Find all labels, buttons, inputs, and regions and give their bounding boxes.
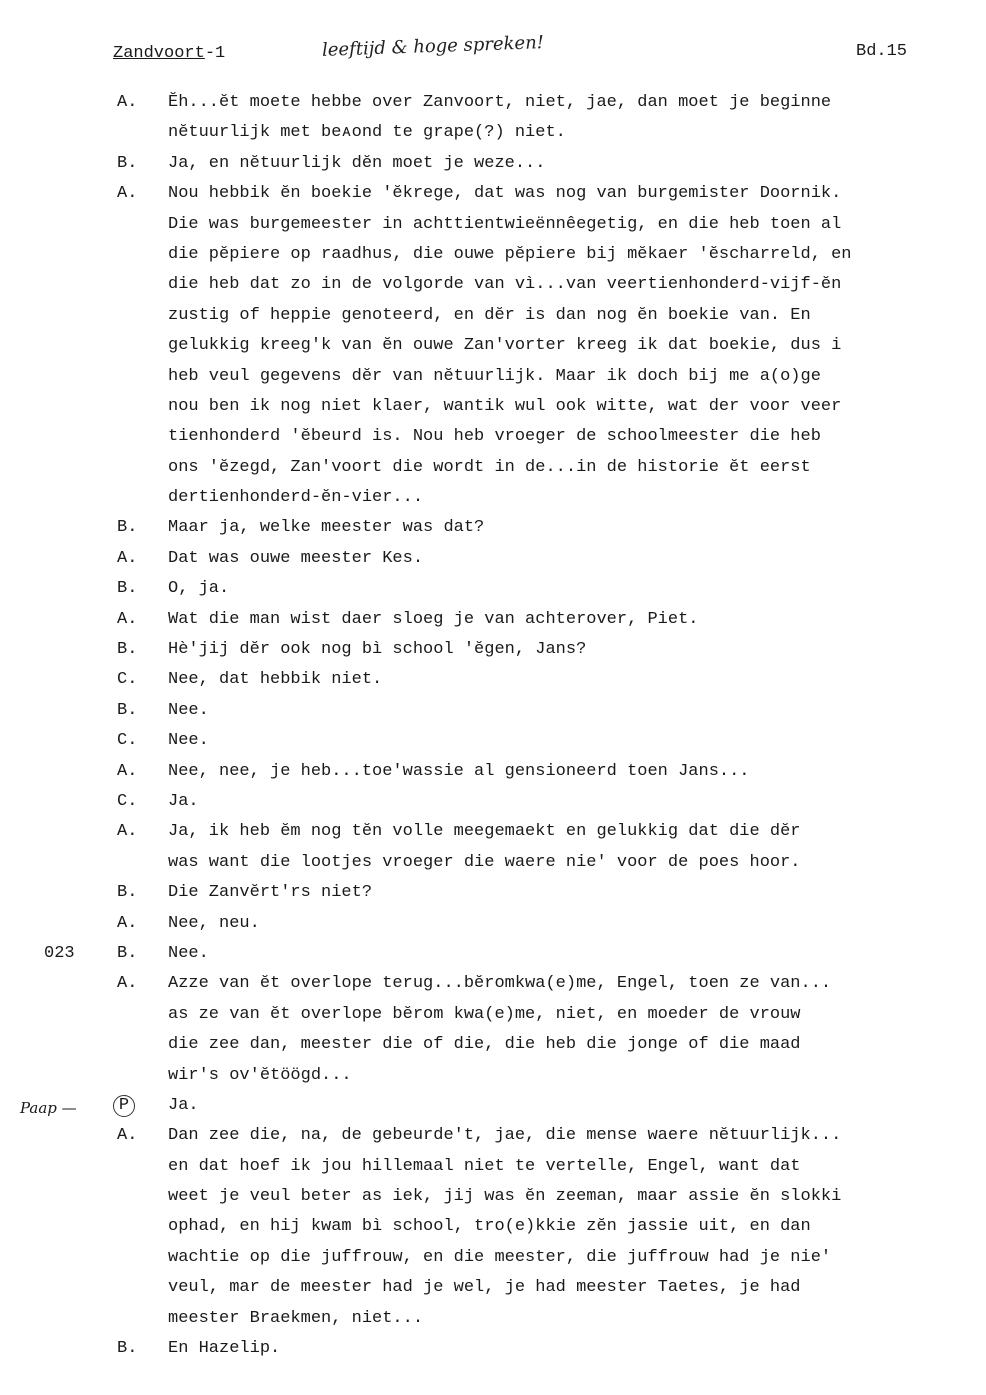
transcript-turn (0, 665, 986, 695)
transcript-line (0, 696, 986, 726)
speaker-label: C. (117, 731, 138, 751)
transcript-turn (0, 574, 986, 604)
speaker-label: A. (117, 1126, 138, 1146)
line-text: Nee. (168, 943, 209, 963)
transcript-line (0, 331, 986, 361)
speaker-label: B. (117, 943, 138, 963)
transcript-turn (0, 757, 986, 787)
transcript-line (0, 817, 986, 847)
line-text: meester Braekmen, niet... (168, 1308, 424, 1328)
line-text: Wat die man wist daer sloeg je van achterover, Piet. (168, 609, 699, 629)
transcript-line (0, 757, 986, 787)
line-text: Ja. (168, 791, 199, 811)
transcript-line (0, 848, 986, 878)
transcript-turn (0, 1121, 986, 1334)
line-text: Nee, neu. (168, 913, 260, 933)
speaker-label: A. (117, 822, 138, 842)
line-text: O, ja. (168, 579, 230, 599)
transcript-line (0, 210, 986, 240)
line-text: wir's ov'ĕtöögd... (168, 1065, 352, 1085)
line-text: Nee, nee, je heb...toe'wassie al gensioneerd toen Jans... (168, 761, 750, 781)
margin-counter: 023 (44, 943, 75, 963)
line-text: en dat hoef ik jou hillemaal niet te vertelle, Engel, want dat (168, 1156, 801, 1176)
transcript-turn (0, 513, 986, 543)
line-text: die zee dan, meester die of die, die heb die jonge of die maad (168, 1035, 801, 1055)
line-text: Dat was ouwe meester Kes. (168, 548, 424, 568)
transcript-turn (0, 878, 986, 908)
speaker-label: B. (117, 518, 138, 538)
line-text: Maar ja, welke meester was dat? (168, 518, 485, 538)
transcript-line (0, 149, 986, 179)
transcript-line (0, 422, 986, 452)
transcript-turn (0, 179, 986, 513)
transcript-turn (0, 939, 986, 969)
transcript-line (0, 1304, 986, 1334)
transcript-turn (0, 726, 986, 756)
line-text: heb veul gegevens dĕr van nĕtuurlijk. Maar ik doch bij me a(o)ge (168, 366, 821, 386)
line-text: Ja. (168, 1095, 199, 1115)
transcript-turn (0, 817, 986, 878)
line-text: Nee. (168, 700, 209, 720)
line-text: tienhonderd 'ĕbeurd is. Nou heb vroeger de schoolmeester die heb (168, 427, 821, 447)
speaker-label: B. (117, 700, 138, 720)
transcript-line (0, 939, 986, 969)
transcript-line (0, 240, 986, 270)
line-text: dertienhonderd-ĕn-vier... (168, 488, 424, 508)
document-title (113, 44, 225, 63)
speaker-label: A. (117, 184, 138, 204)
transcript-turn (0, 88, 986, 149)
transcript-line (0, 665, 986, 695)
transcript-line (0, 1030, 986, 1060)
transcript-line (0, 1182, 986, 1212)
transcript-turn (0, 969, 986, 1091)
transcript-line (0, 1000, 986, 1030)
line-text: Ja, ik heb ĕm nog tĕn volle meegemaekt en gelukkig dat die dĕr (168, 822, 801, 842)
line-text: Ja, en nĕtuurlijk dĕn moet je weze... (168, 153, 546, 173)
speaker-label: B. (117, 883, 138, 903)
transcript-line (0, 118, 986, 148)
transcript-line (0, 1152, 986, 1182)
line-text: Die was burgemeester in achttientwieënnêegetig, en die heb toen al (168, 214, 842, 234)
transcript-line (0, 483, 986, 513)
speaker-label (117, 1091, 135, 1121)
speaker-label: B. (117, 640, 138, 660)
line-text: die heb dat zo in de volgorde van vì...van veertienhonderd-vijf-ĕn (168, 275, 842, 295)
handwritten-note: leeftijd & hoge spreken! (321, 32, 545, 61)
line-text: Die Zanvĕrt'rs niet? (168, 883, 373, 903)
speaker-label: A. (117, 548, 138, 568)
transcript-turn (0, 696, 986, 726)
line-text: Nou hebbik ĕn boekie 'ĕkrege, dat was nog van burgemister Doornik. (168, 184, 842, 204)
transcript-line (0, 969, 986, 999)
line-text: Nee. (168, 731, 209, 751)
line-text: weet je veul beter as iek, jij was ĕn zeeman, maar assie ĕn slokki (168, 1187, 842, 1207)
line-text: Nee, dat hebbik niet. (168, 670, 383, 690)
speaker-label: A. (117, 93, 138, 112)
line-text: Dan zee die, na, de gebeurde't, jae, die mense waere nĕtuurlijk... (168, 1126, 842, 1146)
line-text: wachtie op die juffrouw, en die meester, die juffrouw had je nie' (168, 1247, 832, 1267)
transcript-line (0, 544, 986, 574)
transcript (0, 88, 986, 1364)
circled-speaker: P (113, 1095, 135, 1117)
transcript-line (0, 392, 986, 422)
speaker-label: A. (117, 974, 138, 994)
speaker-label: B. (117, 153, 138, 173)
place-name: Zandvoort (113, 44, 205, 63)
page-header (0, 32, 986, 76)
transcript-turn (0, 544, 986, 574)
transcript-line (0, 1212, 986, 1242)
transcript-line (0, 362, 986, 392)
line-text: En Hazelip. (168, 1339, 281, 1359)
transcript-turn (0, 1091, 986, 1121)
transcript-turn (0, 149, 986, 179)
transcript-line (0, 878, 986, 908)
transcript-line (0, 1121, 986, 1151)
transcript-turn (0, 605, 986, 635)
place-suffix: -1 (204, 44, 226, 63)
speaker-label: A. (117, 761, 138, 781)
volume-number: Bd.15 (856, 42, 908, 61)
margin-note: Paap — (20, 1098, 77, 1117)
transcript-line (0, 635, 986, 665)
line-text: as ze van ĕt overlope bĕrom kwa(e)me, niet, en moeder de vrouw (168, 1004, 801, 1024)
transcript-line (0, 1334, 986, 1364)
transcript-turn (0, 787, 986, 817)
line-text: Hè'jij dĕr ook nog bì school 'ĕgen, Jans? (168, 640, 587, 660)
transcript-line (0, 453, 986, 483)
transcript-turn (0, 1334, 986, 1364)
line-text: Ĕh...ĕt moete hebbe over Zanvoort, niet, jae, dan moet je beginne (168, 93, 832, 112)
line-text: nou ben ik nog niet klaer, wantik wul ook witte, wat der voor veer (168, 396, 842, 416)
transcript-turn (0, 635, 986, 665)
transcript-line (0, 1243, 986, 1273)
transcript-line (0, 909, 986, 939)
transcript-line (0, 1061, 986, 1091)
transcript-line (0, 513, 986, 543)
speaker-label: C. (117, 791, 138, 811)
transcript-line (0, 179, 986, 209)
speaker-label: C. (117, 670, 138, 690)
transcript-line (0, 270, 986, 300)
speaker-label: A. (117, 609, 138, 629)
speaker-label: B. (117, 1339, 138, 1359)
transcript-line (0, 726, 986, 756)
transcript-line (0, 574, 986, 604)
transcript-line (0, 787, 986, 817)
line-text: was want die lootjes vroeger die waere nie' voor de poes hoor. (168, 852, 801, 872)
line-text: zustig of heppie genoteerd, en dĕr is dan nog ĕn boekie van. En (168, 305, 811, 325)
line-text: ophad, en hij kwam bì school, tro(e)kkie zĕn jassie uit, en dan (168, 1217, 811, 1237)
transcript-line (0, 88, 986, 118)
line-text: die pĕpiere op raadhus, die ouwe pĕpiere bij mĕkaer 'ĕscharreld, en (168, 244, 852, 264)
line-text: nĕtuurlijk met beᴀond te grape(?) niet. (168, 123, 566, 143)
line-text: Azze van ĕt overlope terug...bĕromkwa(e)me, Engel, toen ze van... (168, 974, 832, 994)
speaker-label: A. (117, 913, 138, 933)
transcript-line (0, 301, 986, 331)
line-text: veul, mar de meester had je wel, je had meester Taetes, je had (168, 1278, 801, 1298)
line-text: gelukkig kreeg'k van ĕn ouwe Zan'vorter kreeg ik dat boekie, dus i (168, 336, 842, 356)
speaker-label: B. (117, 579, 138, 599)
line-text: ons 'ĕzegd, Zan'voort die wordt in de...in de historie ĕt eerst (168, 457, 811, 477)
transcript-line (0, 1091, 986, 1121)
transcript-line (0, 1273, 986, 1303)
transcript-line (0, 605, 986, 635)
transcript-turn (0, 909, 986, 939)
